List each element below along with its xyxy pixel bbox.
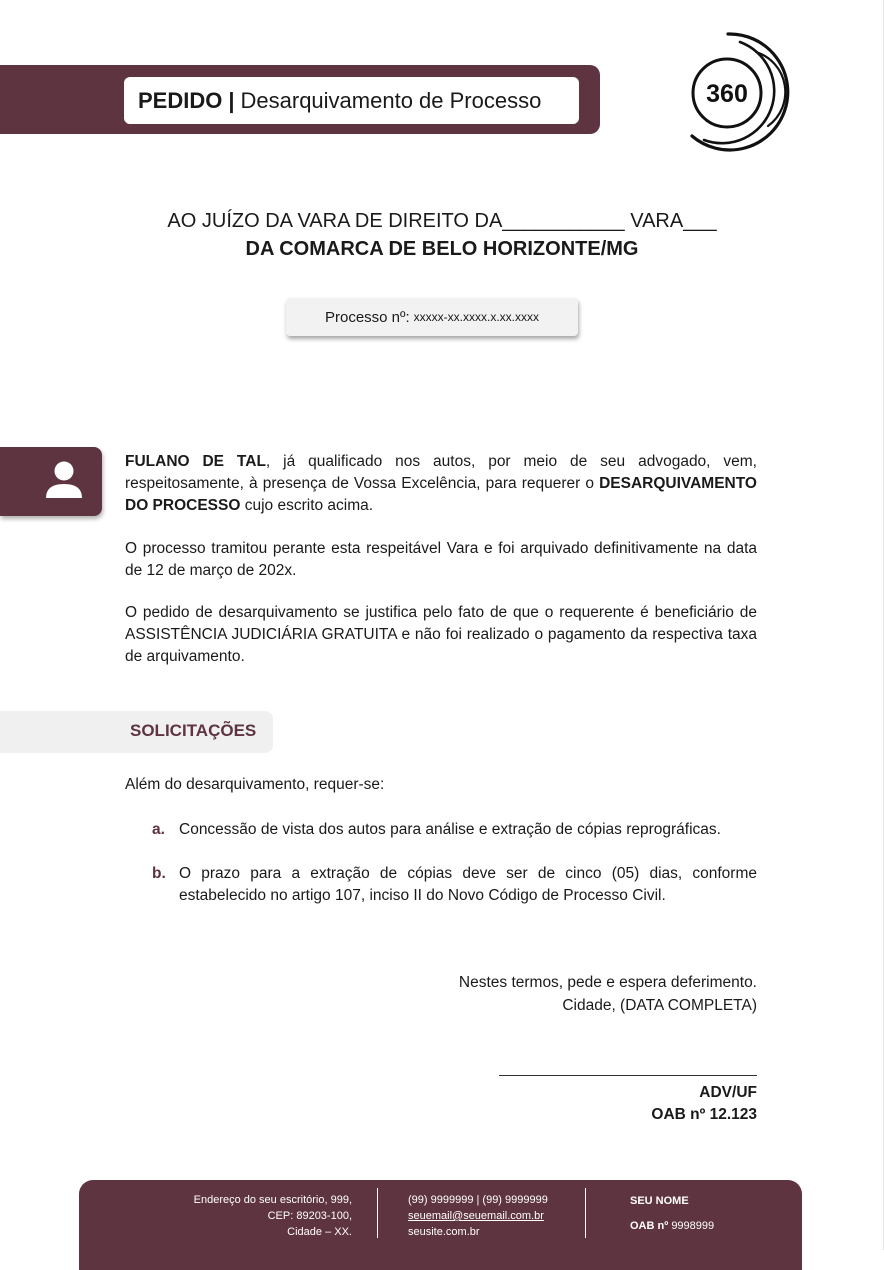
list-item-letter: a. <box>152 821 165 838</box>
list-item-letter: b. <box>152 865 166 882</box>
footer-divider <box>585 1188 586 1238</box>
footer-site: seusite.com.br <box>408 1226 480 1238</box>
process-number-box <box>286 298 578 336</box>
signature-oab: OAB nº 12.123 <box>651 1106 757 1123</box>
paragraph-qualification-end: cujo escrito acima. <box>240 497 374 514</box>
footer-name: SEU NOME <box>630 1195 689 1207</box>
footer-oab <box>630 1220 714 1232</box>
list-item-text: Concessão de vista dos autos para análise e extração de cópias reprográficas. <box>179 821 721 838</box>
footer-divider <box>377 1188 378 1238</box>
paragraph-qualification-text: , já qualificado nos autos, por meio de seu advogado, vem, respeitosamente, à presença de Vossa Excelência, para requerer o <box>125 453 757 492</box>
footer-oab-number: 9998999 <box>671 1220 715 1232</box>
user-icon <box>44 460 84 502</box>
section-title: SOLICITAÇÕES <box>130 721 257 740</box>
footer-phones: (99) 9999999 | (99) 9999999 <box>408 1194 548 1206</box>
addressee-line-1: AO JUÍZO DA VARA DE DIREITO DA___________ VARA___ <box>167 210 717 232</box>
signature-block <box>651 1082 757 1126</box>
footer-address-line-3: Cidade – XX. <box>287 1226 352 1238</box>
process-label: Processo nº: <box>324 308 410 326</box>
avatar-tab <box>0 447 102 516</box>
footer-address <box>194 1192 352 1240</box>
addressee-line-2: DA COMARCA DE BELO HORIZONTE/MG <box>245 238 639 260</box>
process-number: xxxxx-xx.xxxx.x.xx.xxxx <box>413 310 540 324</box>
requests-intro: Além do desarquivamento, requer-se: <box>125 776 385 793</box>
party-name: FULANO DE TAL <box>125 453 266 470</box>
header-title-box <box>124 77 579 124</box>
header-keyword: PEDIDO <box>138 87 223 113</box>
closing-block <box>459 971 757 1017</box>
list-item-text: O prazo para a extração de cópias deve ser de cinco (05) dias, conforme estabelecido no artigo 107, inciso II do Novo Código de Processo Civil. <box>179 865 757 904</box>
footer-oab-label: OAB nº <box>630 1220 669 1232</box>
footer-contact <box>408 1192 548 1240</box>
signature-line <box>499 1075 757 1076</box>
paragraph-justification: O pedido de desarquivamento se justifica pelo fato de que o requerente é beneficiário de ASSISTÊNCIA JUDICIÁRIA GRATUITA e não foi realizado o pagamento da respectiva taxa de arquivamento. <box>125 604 757 665</box>
header-separator: | <box>228 87 235 113</box>
list-item <box>152 863 757 907</box>
footer-address-line-1: Endereço do seu escritório, 999, <box>193 1194 352 1206</box>
closing-line-1: Nestes termos, pede e espera deferimento. <box>458 974 757 991</box>
paragraph-history: O processo tramitou perante esta respeitável Vara e foi arquivado definitivamente na data de 12 de março de 202x. <box>125 540 757 579</box>
footer-email-link[interactable]: seuemail@seuemail.com.br <box>408 1210 544 1222</box>
360-logo <box>678 28 790 156</box>
closing-line-2: Cidade, (DATA COMPLETA) <box>562 997 757 1014</box>
footer <box>79 1180 802 1270</box>
logo-text: 360 <box>706 80 748 108</box>
header-title: Desarquivamento de Processo <box>240 87 542 113</box>
request-highlight: DESARQUIVAMENTO DO PROCESSO <box>125 475 757 514</box>
paragraph-qualification <box>125 451 757 517</box>
footer-identity <box>630 1195 714 1232</box>
footer-address-line-2: CEP: 89203-100, <box>267 1210 352 1222</box>
signature-adv: ADV/UF <box>699 1084 757 1101</box>
list-item <box>152 819 757 841</box>
